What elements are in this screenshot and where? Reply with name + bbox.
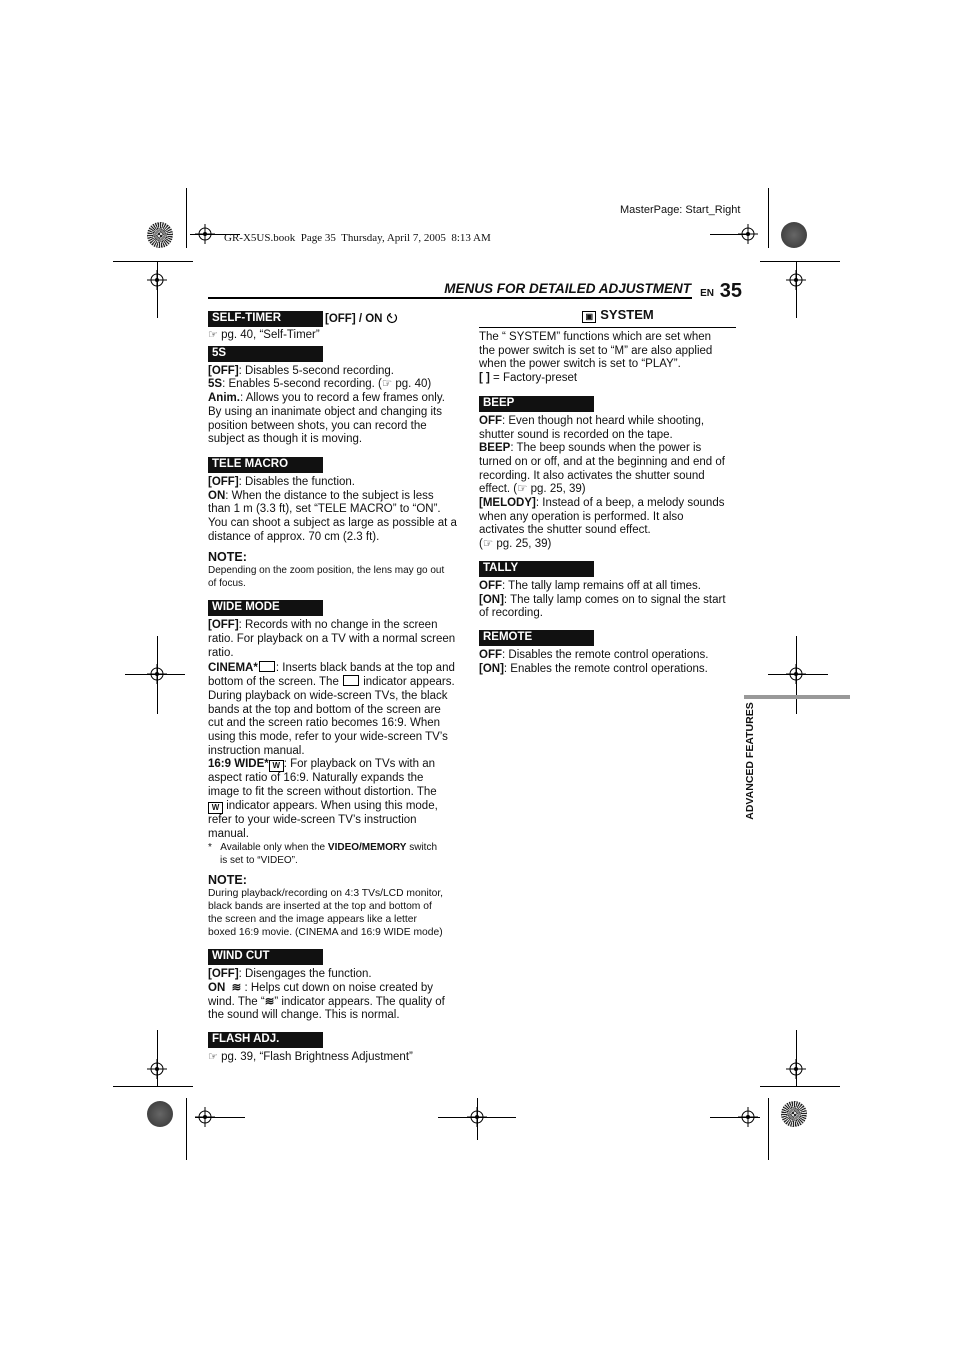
text-line: [OFF]: Disables the function. bbox=[208, 475, 355, 488]
cinema-indicator-icon bbox=[259, 661, 275, 672]
text-line: CINEMA* : Inserts black bands at the top and bbox=[208, 661, 455, 674]
wide-indicator-icon: W bbox=[269, 760, 284, 772]
system-intro bbox=[479, 331, 737, 386]
registration-mark-icon bbox=[786, 270, 806, 290]
note-heading: NOTE: bbox=[208, 873, 247, 888]
system-rule bbox=[479, 327, 736, 328]
text-line: manual. bbox=[208, 827, 249, 840]
text-line: [OFF]: Records with no change in the screen bbox=[208, 619, 438, 632]
system-heading: ▣ SYSTEM bbox=[479, 307, 737, 327]
text-line: position between shots, you can record the bbox=[208, 419, 427, 432]
registration-mark-icon bbox=[786, 1059, 806, 1079]
left-column bbox=[208, 311, 466, 1065]
header-rule bbox=[208, 297, 692, 299]
text-line: ratio. For playback on a TV with a normal screen bbox=[208, 633, 456, 646]
lang-label: EN bbox=[700, 288, 714, 299]
registration-mark-icon bbox=[147, 664, 167, 684]
footnote: * Available only when the VIDEO/MEMORY switch bbox=[208, 842, 437, 854]
registration-mark-icon bbox=[147, 1059, 167, 1079]
text-line: [OFF]: Disengages the function. bbox=[208, 968, 372, 981]
fives-body bbox=[208, 365, 466, 447]
text-line: the power switch is set to “M” are also applied bbox=[479, 344, 713, 357]
beep-body bbox=[479, 415, 737, 552]
text-line: [ ] = Factory-preset bbox=[479, 372, 578, 385]
book-info: GR-X5US.book Page 35 Thursday, April 7, 2005 8:13 AM bbox=[224, 232, 491, 244]
page-header bbox=[208, 280, 744, 300]
text-line: ON: When the distance to the subject is less bbox=[208, 489, 434, 502]
text-line: when any operation is performed. It also bbox=[479, 510, 684, 523]
text-line: OFF: Even though not heard while shooting, bbox=[479, 414, 705, 427]
note-text: of focus. bbox=[208, 578, 246, 590]
self-timer-icon bbox=[386, 312, 398, 324]
tally-heading: TALLY bbox=[479, 561, 594, 577]
text-line: wind. The “≋” indicator appears. The quality of bbox=[208, 995, 445, 1008]
text-line: cut and the screen ratio becomes 16:9. When bbox=[208, 717, 441, 730]
note-text: black bands are inserted at the top and bottom of bbox=[208, 901, 432, 913]
flash-adj-heading: FLASH ADJ. bbox=[208, 1032, 323, 1048]
tele-macro-heading: TELE MACRO bbox=[208, 457, 323, 473]
text-line: OFF: The tally lamp remains off at all times. bbox=[479, 579, 701, 592]
text-line: You can shoot a subject as large as possible at a bbox=[208, 517, 457, 530]
text-line: BEEP: The beep sounds when the power is bbox=[479, 442, 702, 455]
self-timer-ref: ☞ pg. 40, “Self-Timer” bbox=[208, 329, 320, 341]
text-line: bottom of the screen. The indicator appears. bbox=[208, 676, 455, 689]
tally-body bbox=[479, 580, 737, 621]
tele-macro-body bbox=[208, 476, 466, 545]
remote-body bbox=[479, 649, 737, 676]
self-timer-options: [OFF] / ON bbox=[325, 312, 398, 325]
text-line: bands at the top and bottom of the screen are bbox=[208, 703, 441, 716]
text-line: [MELODY]: Instead of a beep, a melody sounds bbox=[479, 497, 725, 510]
color-dial-icon bbox=[147, 1101, 173, 1127]
wind-cut-body bbox=[208, 968, 466, 1023]
text-line: when the power switch is set to “PLAY”. bbox=[479, 358, 681, 371]
text-line: subject as though it is moving. bbox=[208, 433, 363, 446]
beep-heading: BEEP bbox=[479, 396, 594, 412]
page-number: 35 bbox=[719, 280, 742, 302]
color-dial-icon bbox=[781, 1101, 807, 1127]
text-line: recording. It also activates the shutter sound bbox=[479, 469, 705, 482]
text-line: instruction manual. bbox=[208, 744, 305, 757]
note-text: During playback/recording on 4:3 TVs/LCD monitor, bbox=[208, 888, 444, 900]
text-line: image to fit the screen without distortion. The bbox=[208, 786, 437, 799]
registration-mark-icon bbox=[147, 270, 167, 290]
text-line: shutter sound is recorded on the tape. bbox=[479, 428, 673, 441]
text-line: Anim.: Allows you to record a few frames only. bbox=[208, 392, 445, 405]
note-heading: NOTE: bbox=[208, 550, 247, 565]
text-line: aspect ratio of 16:9. Naturally expands the bbox=[208, 772, 424, 785]
text-line: During playback on wide-screen TVs, the black bbox=[208, 689, 448, 702]
text-line: than 1 m (3.3 ft), set “TELE MACRO” to “ON”. bbox=[208, 503, 441, 516]
text-line: the sound will change. This is normal. bbox=[208, 1009, 400, 1022]
text-line: OFF: Disables the remote control operations. bbox=[479, 648, 709, 661]
masterpage-label: MasterPage: Start_Right bbox=[620, 204, 741, 216]
registration-mark-icon bbox=[786, 664, 806, 684]
text-line: 5S: Enables 5-second recording. (☞ pg. 40) bbox=[208, 378, 432, 391]
note-text: Depending on the zoom position, the lens may go out bbox=[208, 565, 445, 577]
text-line: ratio. bbox=[208, 646, 234, 659]
footnote: is set to “VIDEO”. bbox=[220, 855, 298, 867]
text-line: [ON]: The tally lamp comes on to signal the start bbox=[479, 593, 726, 606]
right-column bbox=[479, 307, 737, 676]
text-line: ON ≋ : Helps cut down on noise created by bbox=[208, 981, 434, 994]
self-timer-heading: SELF-TIMER bbox=[208, 311, 323, 327]
remote-heading: REMOTE bbox=[479, 630, 594, 646]
section-title: MENUS FOR DETAILED ADJUSTMENT bbox=[444, 281, 691, 296]
flash-adj-ref: ☞ pg. 39, “Flash Brightness Adjustment” bbox=[208, 1051, 413, 1064]
text-line: activates the shutter sound effect. bbox=[479, 524, 651, 537]
text-line: (☞ pg. 25, 39) bbox=[479, 538, 552, 551]
text-line: The “ SYSTEM” functions which are set when bbox=[479, 331, 712, 343]
text-line: effect. (☞ pg. 25, 39) bbox=[479, 483, 586, 496]
wind-cut-heading: WIND CUT bbox=[208, 949, 323, 965]
text-line: distance of approx. 70 cm (2.3 ft). bbox=[208, 530, 380, 543]
color-dial-icon bbox=[781, 222, 807, 248]
note-text: the screen and the image appears like a letter bbox=[208, 914, 417, 926]
side-tab-bar bbox=[744, 695, 850, 699]
wind-icon: ≋ bbox=[264, 995, 275, 1008]
text-line: of recording. bbox=[479, 607, 543, 620]
text-line: [ON]: Enables the remote control operations. bbox=[479, 662, 708, 675]
text-line: refer to your wide-screen TV’s instruction bbox=[208, 813, 417, 826]
text-line: using this mode, refer to your wide-screen TV’s bbox=[208, 731, 448, 744]
system-icon: ▣ bbox=[582, 311, 596, 323]
wind-icon: ≋ bbox=[231, 981, 242, 994]
note-text: boxed 16:9 movie. (CINEMA and 16:9 WIDE mode) bbox=[208, 927, 443, 939]
color-dial-icon bbox=[147, 222, 173, 248]
side-tab-label: ADVANCED FEATURES bbox=[744, 702, 756, 820]
text-line: 16:9 WIDE* W : For playback on TVs with an bbox=[208, 758, 436, 771]
wide-indicator-icon: W bbox=[208, 802, 223, 814]
text-line: W indicator appears. When using this mode, bbox=[208, 800, 466, 814]
text-line: By using an inanimate object and changing its bbox=[208, 405, 442, 418]
text-line: [OFF]: Disables 5-second recording. bbox=[208, 364, 394, 377]
wide-mode-heading: WIDE MODE bbox=[208, 600, 323, 616]
registration-mark-icon bbox=[467, 1107, 487, 1127]
wide-mode-body bbox=[208, 619, 466, 867]
fives-heading: 5S bbox=[208, 346, 323, 362]
cinema-indicator-icon bbox=[343, 675, 359, 686]
text-line: turned on or off, and at the beginning and end of bbox=[479, 455, 725, 468]
